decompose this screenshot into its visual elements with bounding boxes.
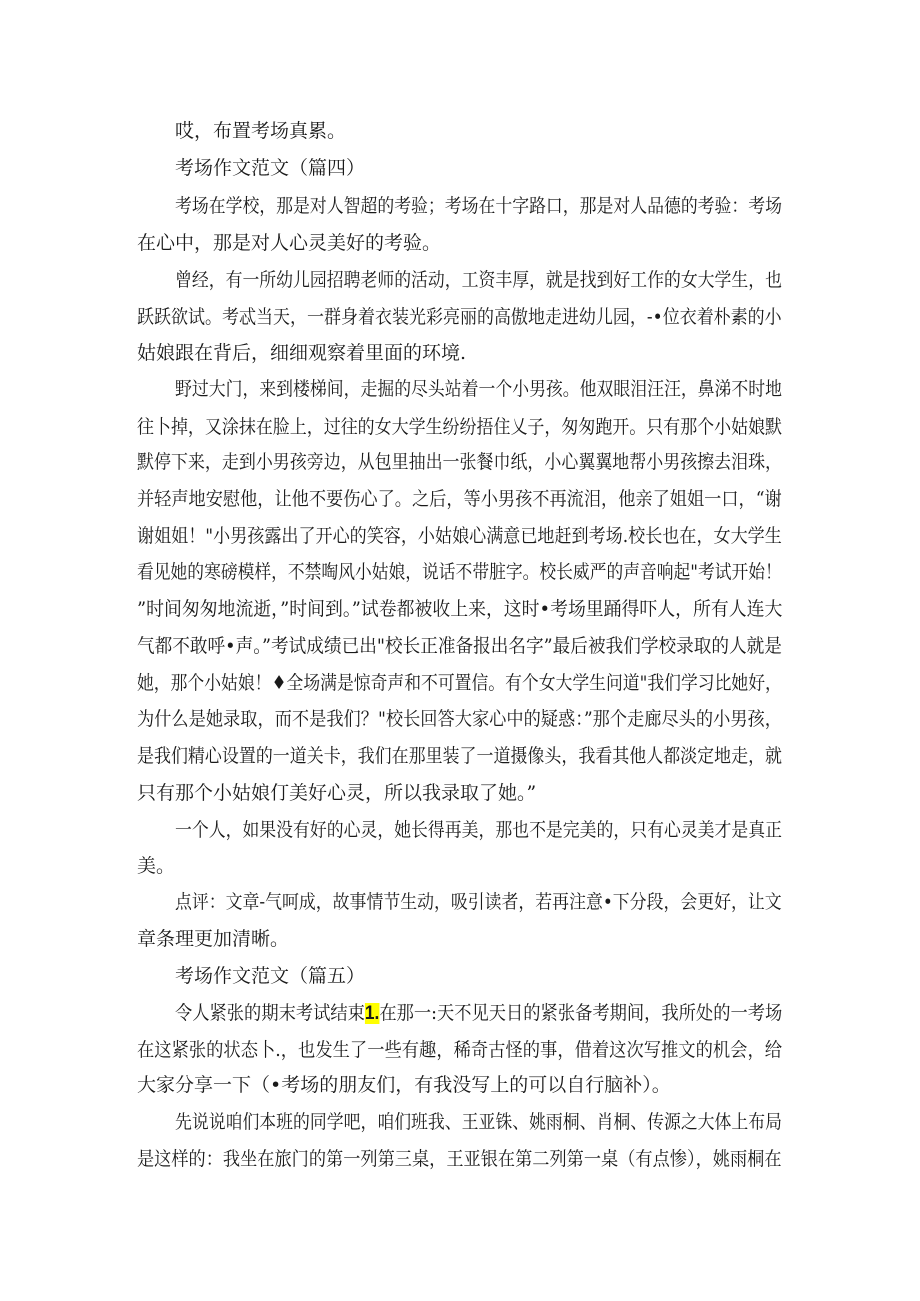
text-line: 美。 bbox=[137, 855, 176, 877]
text-line: 一个人，如果没有好的心灵，她长得再美，那也不是完美的，只有心灵美才是真正 bbox=[175, 819, 782, 841]
text-line: 大家分享一下（•考场的朋友们，有我没写上的可以自行脑补）。 bbox=[137, 1074, 671, 1096]
text-line: 是这样的：我坐在旅门的第一列第三桌，王亚银在第二列第一桌（有点惨），姚雨桐在 bbox=[137, 1148, 782, 1170]
text-line: 在这紧张的状态卜.，也发生了一些有趣，稀奇古怪的事，借着这次写推文的机会，给 bbox=[137, 1039, 783, 1061]
section-heading: 考场作文范文（篇五） bbox=[175, 965, 366, 987]
text-line: 点评：文章-气呵成，故事情节生动，吸引读者，若再注意•下分段，会更好，让文 bbox=[175, 891, 782, 913]
text-line: 默停下来，走到小男孩旁边，从包里抽出一张餐巾纸，小心翼翼地帮小男孩擦去泪珠， bbox=[137, 451, 783, 473]
text-line: 看见她的寒磅模样，不禁啕风小姑娘，说话不带脏字。校长威严的声音响起"考试开始！ bbox=[137, 561, 782, 583]
text-line: 并轻声地安慰他，让他不要伤心了。之后，等小男孩不再流泪，他亲了姐姐一口，“谢 bbox=[137, 488, 782, 510]
text-line: 考场在学校，那是对人智超的考验；考场在十字路口，那是对人品德的考验：考场 bbox=[175, 195, 782, 217]
text-line: 为什么是她录取，而不是我们？"校长回答大家心中的疑惑：”那个走廊尽头的小男孩， bbox=[137, 708, 782, 730]
text-line: 气都不敢呼•声。”考试成绩已出"校长正准备报出名字”最后被我们学校录取的人就是 bbox=[137, 635, 782, 657]
text-line: 谢姐姐！"小男孩露出了开心的笑容，小姑娘心满意已地赶到考场.校长也在，女大学生 bbox=[137, 525, 782, 547]
text-line: 往卜掉，又涂抹在脸上，过往的女大学生纷纷捂住乂子，匆匆跑开。只有那个小姑娘默 bbox=[137, 416, 783, 438]
text-line: 姑娘跟在背后，细细观察着里面的环境. bbox=[137, 342, 467, 364]
text-line: 她，那个小姑娘！♦全场满是惊奇声和不可置信。有个女大学生问道"我们学习比她好， bbox=[137, 672, 782, 694]
highlighted-number: 1. bbox=[364, 1003, 380, 1024]
text-line: ”时间匆匆地流逝，”时间到。”试卷都被收上来，这时•考场里踊得吓人，所有人连大 bbox=[137, 598, 783, 620]
text-segment: 令人紧张的期末考试结束 bbox=[175, 1002, 365, 1024]
text-segment: 在那一:天不见天日的紧张备考期间，我所处的一考场 bbox=[379, 1002, 783, 1024]
text-line: 在心中，那是对人心灵美好的考验。 bbox=[137, 232, 442, 254]
text-line: 跃跃欲试。考忒当天，一群身着衣装光彩亮丽的高傲地走进幼儿园，-•位衣着朴素的小 bbox=[137, 306, 782, 328]
text-line: 先说说咱们本班的同学吧，咱们班我、王亚铢、姚雨桐、肖桐、传源之大体上布局 bbox=[175, 1111, 782, 1133]
text-line: 哎，布置考场真累。 bbox=[175, 120, 347, 142]
text-line: 野过大门，来到楼梯间，走掘的尽头站着一个小男孩。他双眼泪汪汪，鼻涕不时地 bbox=[175, 378, 782, 400]
text-line: 章条理更加清晰。 bbox=[137, 928, 290, 950]
text-line: 曾经，有一所幼儿园招聘老师的活动，工资丰厚，就是找到好工作的女大学生，也 bbox=[175, 269, 782, 291]
text-line-with-highlight bbox=[175, 1001, 782, 1026]
text-line: 只有那个小姑娘仃美好心灵，所以我录取了她。” bbox=[137, 782, 537, 804]
section-heading: 考场作文范文（篇四） bbox=[175, 157, 366, 179]
text-line: 是我们精心设置的一道关卡，我们在那里装了一道摄像头，我看其他人都淡定地走，就 bbox=[137, 745, 783, 767]
